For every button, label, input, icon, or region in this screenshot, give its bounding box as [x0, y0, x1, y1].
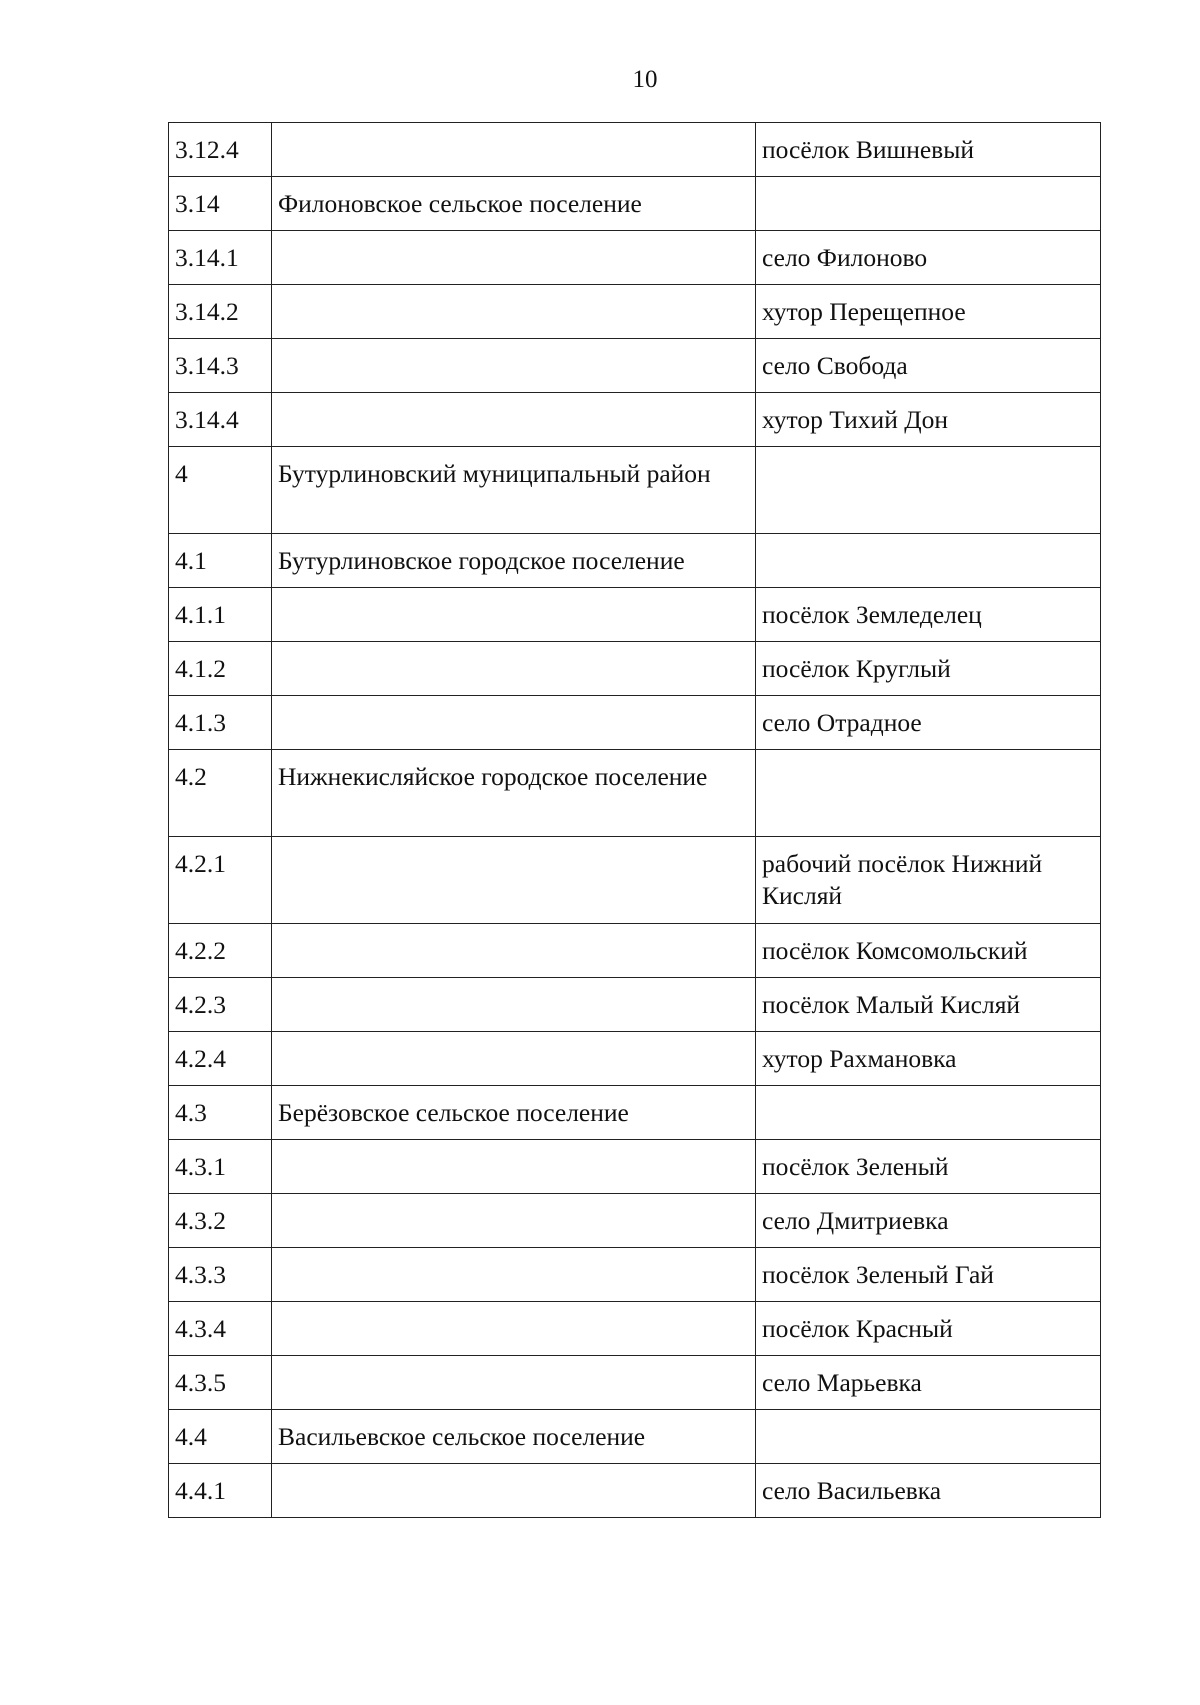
municipality-name: [272, 393, 756, 447]
municipality-name: [272, 1194, 756, 1248]
settlement-name: посёлок Красный: [756, 1302, 1101, 1356]
municipality-name: [272, 978, 756, 1032]
settlement-name: [756, 177, 1101, 231]
municipality-name: [272, 285, 756, 339]
table-row: [169, 588, 1101, 642]
settlement-name: село Филоново: [756, 231, 1101, 285]
settlement-name: посёлок Круглый: [756, 642, 1101, 696]
table-row: [169, 285, 1101, 339]
row-number: 4.3.5: [169, 1356, 272, 1410]
settlement-name: село Марьевка: [756, 1356, 1101, 1410]
table-row: [169, 231, 1101, 285]
row-number: 3.14.2: [169, 285, 272, 339]
municipality-name: Васильевское сельское поселение: [272, 1410, 756, 1464]
municipality-name: [272, 123, 756, 177]
row-number: 4.1: [169, 534, 272, 588]
settlement-name: посёлок Вишневый: [756, 123, 1101, 177]
row-number: 3.14.3: [169, 339, 272, 393]
row-number: 4.1.1: [169, 588, 272, 642]
page-number: 10: [632, 66, 658, 93]
municipality-name: [272, 1032, 756, 1086]
settlement-name: посёлок Малый Кисляй: [756, 978, 1101, 1032]
settlement-name: [756, 750, 1101, 837]
row-number: 4.1.2: [169, 642, 272, 696]
table-row: [169, 978, 1101, 1032]
settlement-name: хутор Тихий Дон: [756, 393, 1101, 447]
row-number: 4.2.1: [169, 837, 272, 924]
row-number: 4: [169, 447, 272, 534]
municipality-name: [272, 1356, 756, 1410]
table-row: [169, 1248, 1101, 1302]
municipality-name: [272, 1248, 756, 1302]
table-row: [169, 1464, 1101, 1518]
table-row: [169, 837, 1101, 924]
municipality-name: Филоновское сельское поселение: [272, 177, 756, 231]
settlement-name: [756, 1410, 1101, 1464]
municipality-name: [272, 1302, 756, 1356]
municipality-name: [272, 588, 756, 642]
table-row: [169, 1032, 1101, 1086]
settlement-name: село Васильевка: [756, 1464, 1101, 1518]
row-number: 4.3.3: [169, 1248, 272, 1302]
municipality-name: [272, 1140, 756, 1194]
settlement-name: рабочий посёлок Нижний Кисляй: [756, 837, 1101, 924]
municipality-name: [272, 696, 756, 750]
municipality-name: [272, 1464, 756, 1518]
settlement-name: хутор Перещепное: [756, 285, 1101, 339]
table-row: [169, 534, 1101, 588]
municipality-name: Берёзовское сельское поселение: [272, 1086, 756, 1140]
table-row: [169, 177, 1101, 231]
settlement-name: посёлок Зеленый: [756, 1140, 1101, 1194]
settlement-name: село Свобода: [756, 339, 1101, 393]
table-row: [169, 1410, 1101, 1464]
row-number: 3.14.1: [169, 231, 272, 285]
municipality-name: Нижнекисляйское городское поселение: [272, 750, 756, 837]
row-number: 4.2: [169, 750, 272, 837]
row-number: 3.14: [169, 177, 272, 231]
settlement-name: посёлок Земледелец: [756, 588, 1101, 642]
settlement-name: село Отрадное: [756, 696, 1101, 750]
row-number: 4.4.1: [169, 1464, 272, 1518]
settlement-name: [756, 447, 1101, 534]
row-number: 4.3.4: [169, 1302, 272, 1356]
row-number: 4.3: [169, 1086, 272, 1140]
municipality-name: Бутурлиновское городское поселение: [272, 534, 756, 588]
row-number: 4.2.3: [169, 978, 272, 1032]
row-number: 3.14.4: [169, 393, 272, 447]
table-row: [169, 1086, 1101, 1140]
table-row: [169, 1302, 1101, 1356]
municipality-name: [272, 339, 756, 393]
municipality-name: [272, 924, 756, 978]
row-number: 4.2.2: [169, 924, 272, 978]
row-number: 4.3.1: [169, 1140, 272, 1194]
municipality-name: [272, 231, 756, 285]
row-number: 4.2.4: [169, 1032, 272, 1086]
table-row: [169, 123, 1101, 177]
table-row: [169, 447, 1101, 534]
table-row: [169, 750, 1101, 837]
table-row: [169, 339, 1101, 393]
table-row: [169, 696, 1101, 750]
settlement-name: посёлок Зеленый Гай: [756, 1248, 1101, 1302]
settlement-name: посёлок Комсомольский: [756, 924, 1101, 978]
row-number: 3.12.4: [169, 123, 272, 177]
table-row: [169, 642, 1101, 696]
row-number: 4.3.2: [169, 1194, 272, 1248]
table-row: [169, 1356, 1101, 1410]
municipality-name: [272, 642, 756, 696]
table-row: [169, 924, 1101, 978]
settlements-table: [168, 122, 1101, 1518]
settlement-name: хутор Рахмановка: [756, 1032, 1101, 1086]
table-row: [169, 1140, 1101, 1194]
settlement-name: село Дмитриевка: [756, 1194, 1101, 1248]
row-number: 4.1.3: [169, 696, 272, 750]
municipality-name: Бутурлиновский муниципальный район: [272, 447, 756, 534]
table-row: [169, 1194, 1101, 1248]
settlement-name: [756, 1086, 1101, 1140]
settlement-name: [756, 534, 1101, 588]
municipality-name: [272, 837, 756, 924]
row-number: 4.4: [169, 1410, 272, 1464]
table-row: [169, 393, 1101, 447]
